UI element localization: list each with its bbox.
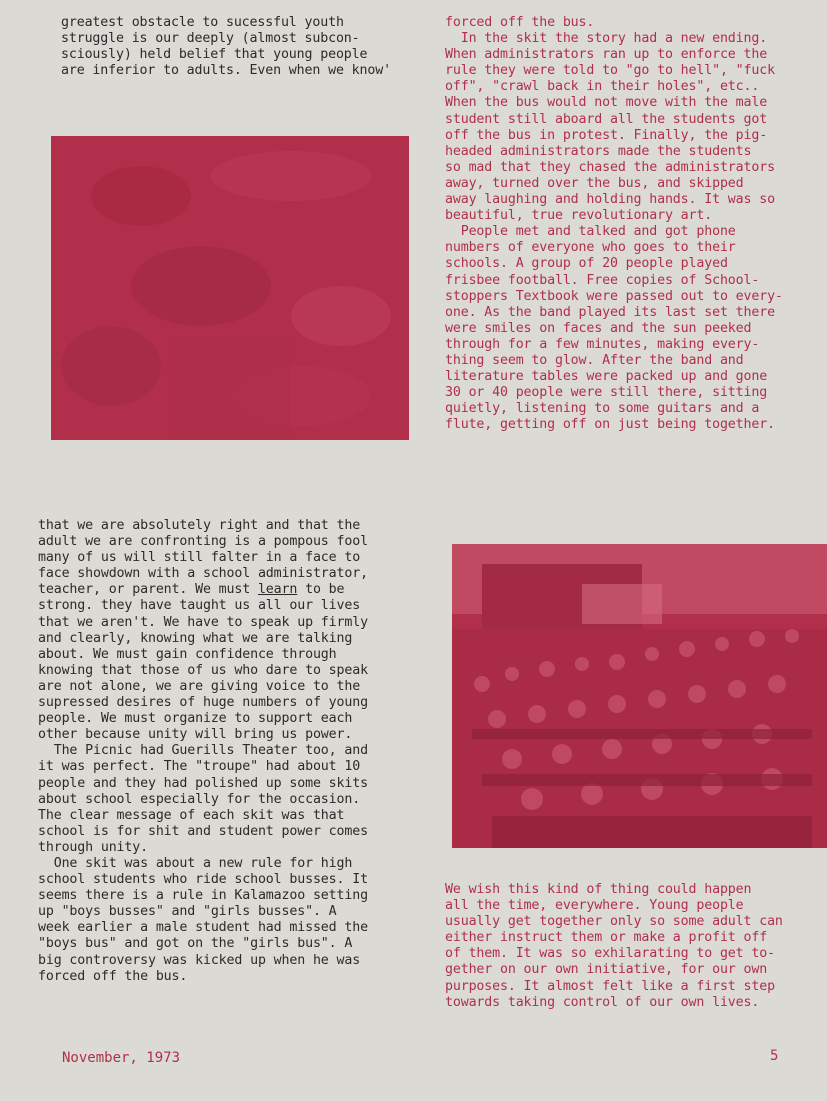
left-bottom-part-a: that we are absolutely right and that the adult we are confronting is a pompous fool many of us will still falter in a face to face showdown with a school administrator, teacher, or parent. We must <box>38 518 368 598</box>
photo-group-crowd <box>452 544 827 848</box>
footer-date: November, 1973 <box>62 1050 181 1066</box>
photo-crowd-closeup <box>51 136 409 440</box>
left-bottom-part-b: to be strong. they have taught us all our lives that we aren't. We have to speak up firmly and clearly, knowing what we are talking about. We must gain confidence through knowing that those of us who dare to speak are not alone, we are giving voice to the supressed desires of huge numbers of young people. We must organize to support each other because unity will bring us power. The Picnic had Guerills Theater too, and it was perfect. The "troupe" had about 10 people and they had polished up some skits about school especially for the occasion. The clear message of each skit was that school is for shit and student power comes through unity. One skit was about a new rule for high school students who ride school busses. It seems there is a rule in Kalamazoo setting up "boys busses" and "girls busses". A week earlier a male student had missed the "boys bus" and got on the "girls bus". A big controversy was kicked up when he was forced off the bus. <box>38 582 368 984</box>
photo-students-group <box>452 544 827 848</box>
left-column-top-text: greatest obstacle to sucessful youth struggle is our deeply (almost subcon- sciously) held belief that young people are inferior to adults. Even when we know' <box>61 15 391 79</box>
right-column-bottom-text: We wish this kind of thing could happen all the time, everywhere. Young people usually get together only so some adult can either instruct them or make a profit off of them. It was so exhilarating to get to- gether on our own initiative, for our own purposes. It almost felt like a first step towards taking control of our own lives. <box>445 882 783 1010</box>
right-column-top-text: forced off the bus. In the skit the story had a new ending. When administrators ran up to enforce the rule they were told to "go to hell", "fuck off", "crawl back in their holes", etc.. When the bus would not move with the male student still aboard all the students got off the bus in protest. Finally, the pig- headed administrators made the students so mad that they chased the administrators away, turned over the bus, and skipped away laughing and holding hands. It was so beautiful, true revolutionary art. People met and talked and got phone numbers of everyone who goes to their schools. A group of 20 people played frisbee football. Free copies of School- stoppers Textbook were passed out to every- one. As the band played its last set there were smiles on faces and the sun peeked through for a few minutes, making every- thing seem to glow. After the band and literature tables were packed up and gone 30 or 40 people were still there, sitting quietly, listening to some guitars and a flute, getting off on just being together. <box>445 15 783 433</box>
left-column-bottom-text <box>38 518 368 985</box>
underlined-word-learn: learn <box>257 582 298 598</box>
photo-guerilla-theater <box>51 136 409 440</box>
page-number: 5 <box>770 1048 779 1064</box>
